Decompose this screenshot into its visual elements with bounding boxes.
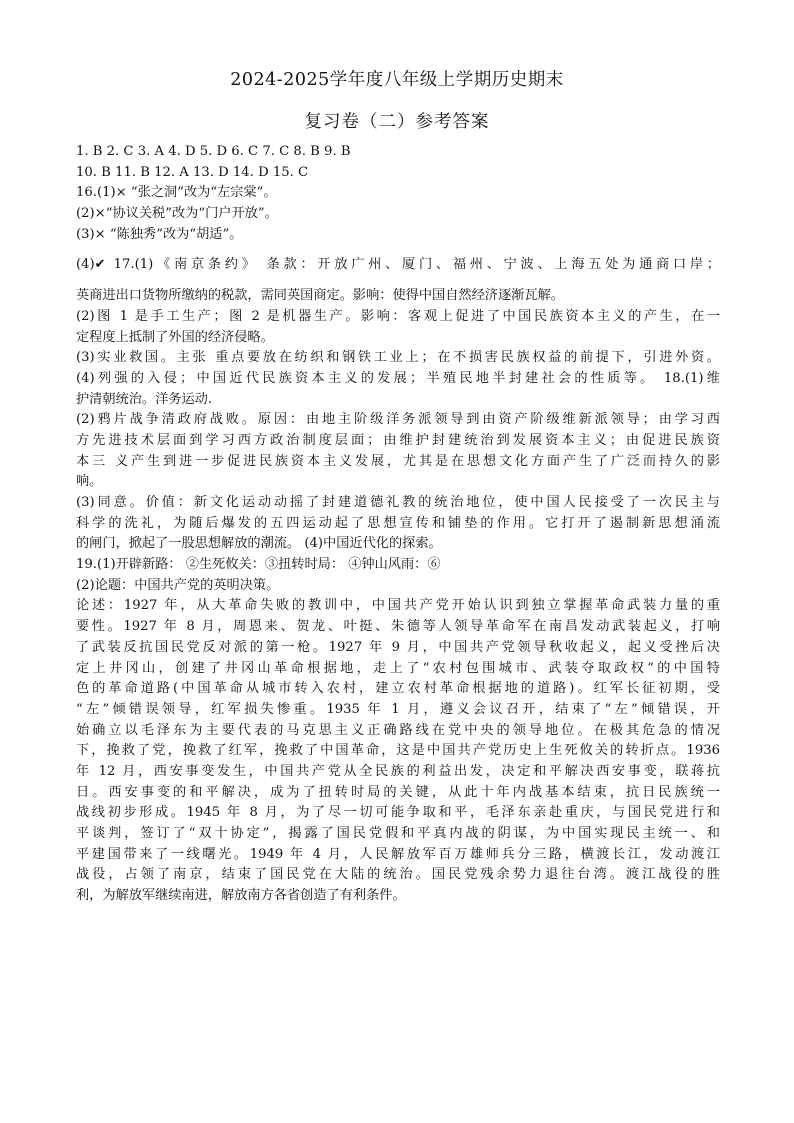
answer-line: 本三 义产生到进一步促进民族资本主义发展，尤其是在思想文化方面产生了广泛而持久的影 [76,453,720,469]
answer-line: (3)× “陈独秀”改为“胡适”。 [76,226,243,242]
answer-line: 10. B 11. B 12. A 13. D 14. D 15. C [76,164,309,180]
answer-line: 1. B 2. C 3. A 4. D 5. D 6. C 7. C 8. B 9. B [76,144,351,159]
answer-line: 响。 [76,474,103,490]
answer-line: 始确立以毛泽东为主要代表的马克思主义正确路线在党中央的领导地位。在极其危急的情况 [76,722,720,738]
answer-line: 论述：1927 年，从大革命失败的教训中，中国共产党开始认识到独立掌握革命武装力量的重 [76,598,720,614]
answer-line: 护清朝统治。洋务运动. [76,391,213,407]
answer-line: (3)实业救国。主张 重点要放在纺织和钢铁工业上；在不损害民族权益的前提下，引进外资。 [76,350,720,366]
answer-line: (2)×“协议关税”改为“门户开放”。 [76,206,278,222]
answer-line: 年 12 月，西安事变发生，中国共产党从全民族的利益出发，决定和平解决西安事变，联蒋抗 [76,763,720,779]
answer-line: 定上井冈山，创建了井冈山革命根据地，走上了“农村包围城市、武装夺取政权”的中国特 [76,660,720,676]
answer-line: 色的革命道路(中国革命从城市转入农村，建立农村革命根据地的道路)。红军长征初期，受 [76,681,720,697]
line-spacer [76,276,720,286]
answer-line: 定程度上抵制了外国的经济侵略。 [76,329,274,345]
answer-line: 方先进技术层面到学习西方政治制度层面；由维护封建统治到发展资本主义；由促进民族资 [76,432,720,448]
answer-line: “左”倾错误领导，红军损失惨重。1935 年 1 月，遵义会议召开，结束了“左”倾错误，开 [76,701,720,717]
answer-line: (3)同意。价值：新文化运动动摇了封建道德礼教的统治地位，使中国人民接受了一次民主与 [76,495,720,510]
answer-line: (4)列强的入侵；中国近代民族资本主义的发展；半殖民地半封建社会的性质等。 18.(1)维 [76,370,720,386]
answer-line: 16.(1)× “张之洞”改为“左宗棠”。 [76,185,277,201]
answer-line: 了武装反抗国民党反对派的第一枪。1927 年 9 月，中国共产党领导秋收起义，起义受挫后决 [76,639,720,655]
document-title: 2024-2025学年度八年级上学期历史期末 [230,70,564,90]
answer-line: (2)图 1 是手工生产；图 2 是机器生产。影响：客观上促进了中国民族资本主义的产生，在一 [76,308,720,324]
answer-line: (2)鸦片战争清政府战败。原因：由地主阶级洋务派领导到由资产阶级维新派领导；由学习西 [76,412,720,428]
answer-line: (4)✔ 17.(1)《南京条约》 条款：开放广州、厦门、福州、宁波、上海五处为通商口岸； [76,257,720,273]
answer-body [76,142,720,907]
answer-line: 利，为解放军继续南进，解放南方各省创造了有利条件。 [76,888,406,904]
answer-line: 英商进出口货物所缴纳的税款，需同英国商定。影响：使得中国自然经济逐渐瓦解。 [76,288,564,304]
line-spacer [76,245,720,255]
answer-line: 下，挽救了党，挽救了红军，挽救了中国革命，这是中国共产党历史上生死攸关的转折点。1936 [76,743,720,759]
answer-line: 战役，占领了南京，结束了国民党在大陆的统治。国民党残余势力退往台湾。渡江战役的胜 [76,867,720,883]
document-subtitle: 复习卷（二）参考答案 [304,112,490,132]
answer-line: 平建国带来了一线曙光。1949 年 4 月，人民解放军百万雄师兵分三路，横渡长江，发动渡江 [76,846,720,862]
answer-line: 日。西安事变的和平解决，成为了扭转时局的关键，从此十年内战基本结束，抗日民族统一 [76,784,720,800]
answer-line: 要性。1927 年 8 月，周恩来、贺龙、叶挺、朱德等人领导革命军在南昌发动武装起义，打响 [76,619,720,635]
answer-line: (2)论题：中国共产党的英明决策。 [76,577,280,593]
answer-line: 的闸门，掀起了一股思想解放的潮流。 (4)中国近代化的探索。 [76,536,442,552]
answer-line: 平谈判，签订了“双十协定”，揭露了国民党假和平真内战的阴谋，为中国实现民主统一、和 [76,826,720,841]
answer-line: 科学的洗礼，为随后爆发的五四运动起了思想宣传和铺垫的作用。它打开了遏制新思想涌流 [76,515,720,531]
answer-line: 19.(1)开辟新路： ②生死攸关：③扭转时局： ④钟山风雨：⑥ [76,557,441,573]
answer-line: 战线初步形成。1945 年 8 月，为了尽一切可能争取和平，毛泽东亲赴重庆，与国民党进行和 [76,805,720,821]
